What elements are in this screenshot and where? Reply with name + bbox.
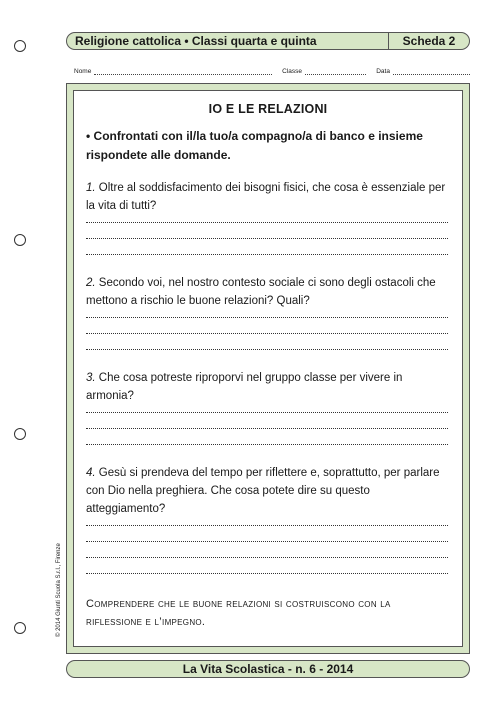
answer-line[interactable] bbox=[86, 317, 448, 318]
header-title: Religione cattolica • Classi quarta e quinta bbox=[75, 34, 317, 48]
binder-hole bbox=[14, 622, 26, 634]
question-3 bbox=[86, 369, 448, 405]
worksheet-title: IO E LE RELAZIONI bbox=[208, 102, 328, 116]
question-number: 3. bbox=[86, 372, 96, 384]
question-number: 4. bbox=[86, 467, 96, 479]
student-info-row bbox=[74, 68, 470, 75]
worksheet-content bbox=[73, 90, 463, 647]
learning-objective bbox=[86, 595, 450, 631]
date-label: Data bbox=[376, 68, 390, 75]
answer-line[interactable] bbox=[86, 222, 448, 223]
question-number: 1. bbox=[86, 182, 96, 194]
answer-line[interactable] bbox=[86, 428, 448, 429]
question-4 bbox=[86, 464, 448, 518]
answer-line[interactable] bbox=[86, 444, 448, 445]
copyright-notice: © 2014 Giunti Scuola S.r.l., Firenze bbox=[56, 543, 62, 637]
question-text: Secondo voi, nel nostro contesto sociale ci sono degli ostacoli che mettono a rischio le buone relazioni? Quali? bbox=[86, 277, 436, 307]
answer-line[interactable] bbox=[86, 254, 448, 255]
question-text: Gesù si prendeva del tempo per riflettere e, soprattutto, per parlare con Dio nella preghiera. Che cosa potete dire su questo atteggiamento? bbox=[86, 467, 440, 515]
question-2 bbox=[86, 274, 448, 310]
answer-line[interactable] bbox=[86, 412, 448, 413]
answer-line[interactable] bbox=[86, 557, 448, 558]
answer-line[interactable] bbox=[86, 238, 448, 239]
answer-line[interactable] bbox=[86, 573, 448, 574]
binder-hole bbox=[14, 234, 26, 246]
footer-text: La Vita Scolastica - n. 6 - 2014 bbox=[182, 662, 354, 676]
instructions: • Confrontati con il/la tuo/a compagno/a di banco e insieme rispondete alle domande. bbox=[86, 129, 423, 162]
answer-line[interactable] bbox=[86, 349, 448, 350]
footer-bar bbox=[66, 660, 470, 678]
objective-text: Comprendere che le buone relazioni si costruiscono con la riflessione e l’impegno. bbox=[86, 598, 391, 628]
question-1 bbox=[86, 179, 448, 215]
sheet-label: Scheda 2 bbox=[402, 34, 456, 48]
binder-hole bbox=[14, 40, 26, 52]
question-text: Che cosa potreste riproporvi nel gruppo classe per vivere in armonia? bbox=[86, 372, 403, 402]
name-label: Nome bbox=[74, 68, 92, 75]
question-text: Oltre al soddisfacimento dei bisogni fisici, che cosa è essenziale per la vita di tutti? bbox=[86, 182, 446, 212]
date-field[interactable] bbox=[393, 69, 470, 75]
header-bar bbox=[66, 32, 470, 50]
answer-line[interactable] bbox=[86, 333, 448, 334]
answer-line[interactable] bbox=[86, 525, 448, 526]
class-field[interactable] bbox=[305, 69, 366, 75]
question-number: 2. bbox=[86, 277, 96, 289]
worksheet-frame bbox=[66, 83, 470, 654]
answer-line[interactable] bbox=[86, 541, 448, 542]
class-label: Classe bbox=[282, 68, 302, 75]
name-field[interactable] bbox=[94, 69, 272, 75]
binder-hole bbox=[14, 428, 26, 440]
